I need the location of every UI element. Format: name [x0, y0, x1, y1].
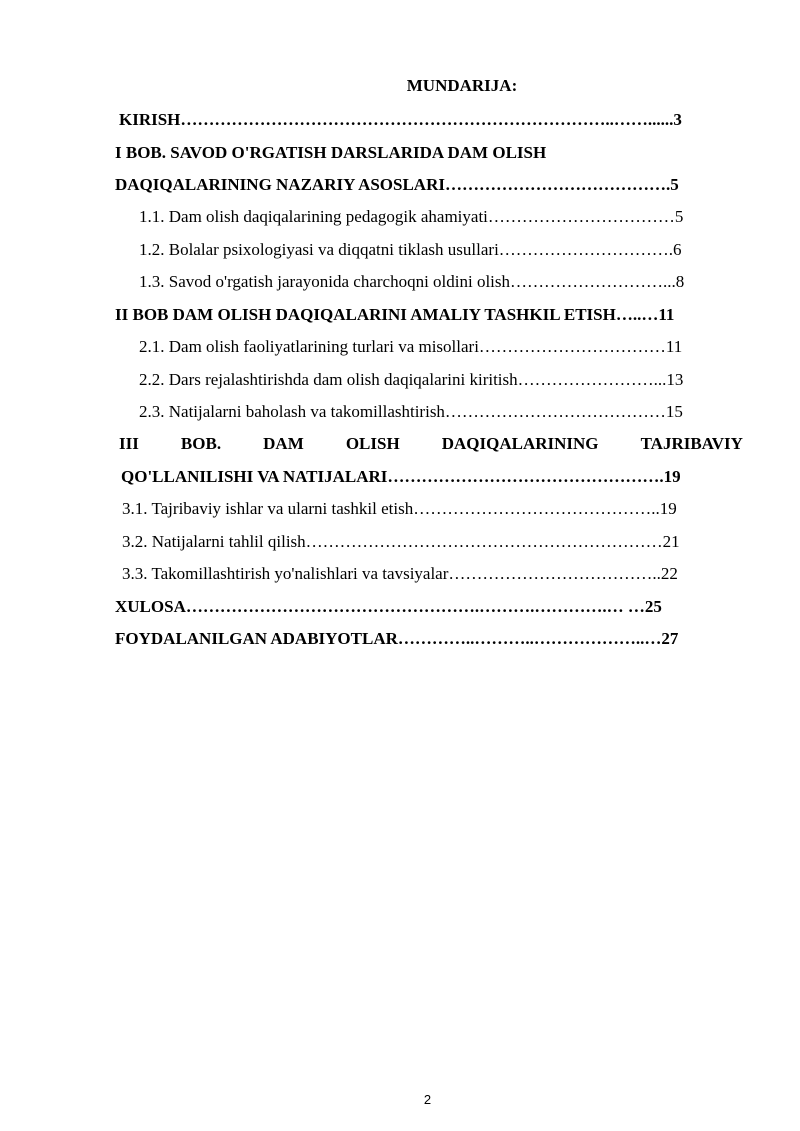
toc-entry-section-1-2: 1.2. Bolalar psixologiyasi va diqqatni tiklash usullari………………………….6 — [139, 240, 682, 259]
toc-title: MUNDARIJA: — [406, 76, 518, 95]
toc-entry-references: FOYDALANILGAN ADABIYOTLAR…………..………..………………..…27 — [115, 629, 679, 648]
toc-entry-section-1-3: 1.3. Savod o'rgatish jarayonida charchoqni oldini olish………………………...8 — [139, 272, 685, 291]
toc-entry-chapter-1-line-2: DAQIQALARINING NAZARIY ASOSLARI………………………………….5 — [115, 175, 679, 194]
page-number: 2 — [423, 1092, 432, 1107]
toc-entry-section-2-1: 2.1. Dam olish faoliyatlarining turlari va misollari……………………………11 — [139, 337, 683, 356]
toc-entry-section-1-1: 1.1. Dam olish daqiqalarining pedagogik ahamiyati……………………………5 — [139, 207, 684, 226]
chapter-3-word: III — [119, 434, 139, 453]
toc-entry-section-2-2: 2.2. Dars rejalashtirishda dam olish daqiqalarini kiritish……………………...13 — [139, 370, 684, 389]
toc-entry-chapter-3-line-2: QO'LLANILISHI VA NATIJALARI………………………………………….19 — [121, 467, 681, 486]
toc-entry-section-3-2: 3.2. Natijalarni tahlil qilish………………………………………………………21 — [122, 532, 680, 551]
toc-entry-section-2-3: 2.3. Natijalarni baholash va takomillashtirish…………………………………15 — [139, 402, 683, 421]
toc-entry-chapter-2: II BOB DAM OLISH DAQIQALARINI AMALIY TASHKIL ETISH…..…11 — [115, 305, 675, 324]
chapter-3-word: TAJRIBAVIY — [640, 434, 743, 453]
toc-entry-section-3-3: 3.3. Takomillashtirish yo'nalishlari va tavsiyalar………………………………..22 — [122, 564, 678, 583]
toc-entry-section-3-1: 3.1. Tajribaviy ishlar va ularni tashkil etish……………………………………..19 — [122, 499, 677, 518]
chapter-3-word: DAM — [263, 434, 304, 453]
toc-entry-kirish: KIRISH…………………………………………………………………..……......3 — [119, 110, 682, 129]
chapter-3-word: BOB. — [180, 434, 222, 453]
chapter-3-word: OLISH — [345, 434, 400, 453]
toc-entry-xulosa: XULOSA…………………………………………….……….………….… …25 — [115, 597, 662, 616]
toc-entry-chapter-3-line-1 — [119, 433, 743, 455]
chapter-3-word: DAQIQALARINING — [441, 434, 599, 453]
toc-entry-chapter-1-line-1: I BOB. SAVOD O'RGATISH DARSLARIDA DAM OLISH — [115, 143, 547, 162]
